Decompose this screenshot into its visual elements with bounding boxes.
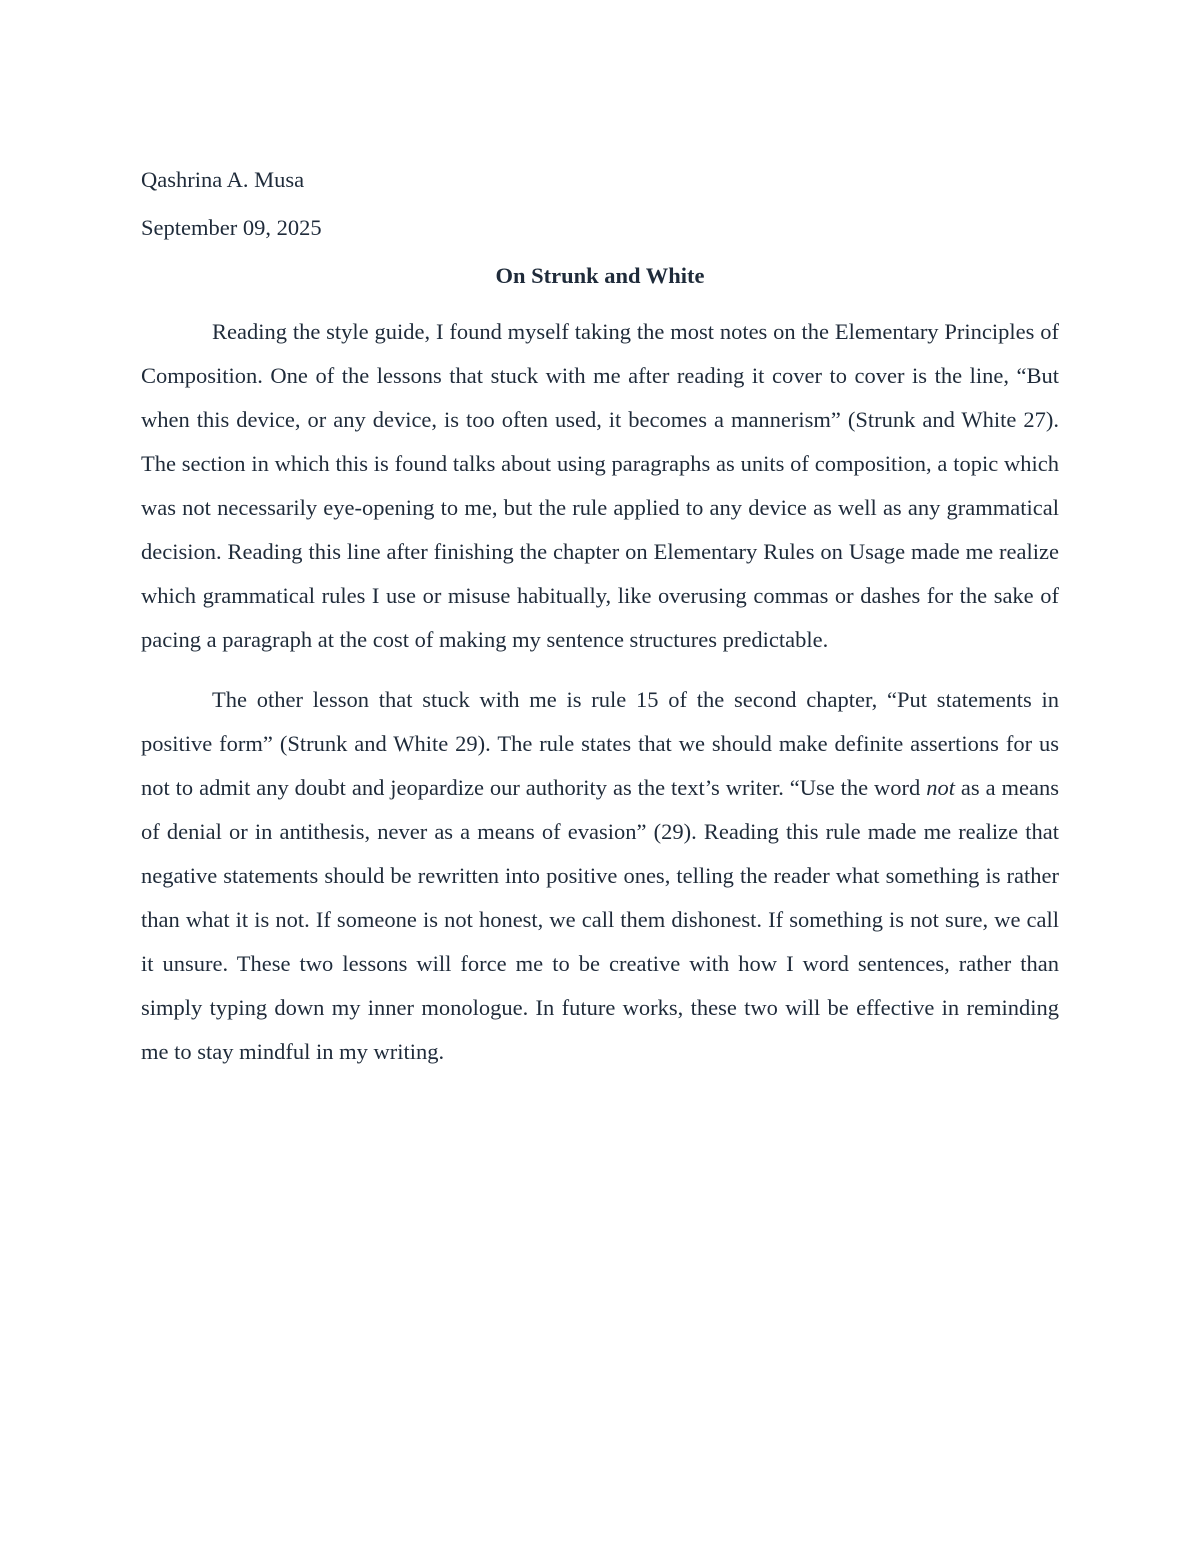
paragraph-1: Reading the style guide, I found myself taking the most notes on the Elementary Principles of Composition. One of the lessons that stuck with me after reading it cover to cover is the line, “But when this device, or any device, is too often used, it becomes a mannerism” (Strunk and White 27). The section in which this is found talks about using paragraphs as units of composition, a topic which was not necessarily eye-opening to me, but the rule applied to any device as well as any grammatical decision. Reading this line after finishing the chapter on Elementary Rules on Usage made me realize which grammatical rules I use or misuse habitually, like overusing commas or dashes for the sake of pacing a paragraph at the cost of making my sentence structures predictable.	[141, 319, 1059, 652]
paragraph-2-part-1: The other lesson that stuck with me is rule 15 of the second chapter, “Put statements in positive form” (Strunk and White 29). The rule states that we should make definite assertions for us not to admit any doubt and jeopardize our authority as the text’s writer. “Use the word	[141, 687, 1059, 800]
author-name: Qashrina A. Musa	[141, 167, 305, 192]
emphasis-not: not	[926, 775, 955, 800]
document-body	[141, 156, 1059, 1090]
document-title: On Strunk and White	[495, 263, 705, 288]
paragraph-2	[141, 678, 1059, 1074]
paragraph-2-part-2: as a means of denial or in antithesis, never as a means of evasion” (29). Reading this rule made me realize that negative statements should be rewritten into positive ones, telling the reader what something is rather than what it is not. If someone is not honest, we call them dishonest. If something is not sure, we call it unsure. These two lessons will force me to be creative with how I word sentences, rather than simply typing down my inner monologue. In future works, these two will be effective in reminding me to stay mindful in my writing.	[141, 775, 1059, 1064]
document-date: September 09, 2025	[141, 215, 322, 240]
